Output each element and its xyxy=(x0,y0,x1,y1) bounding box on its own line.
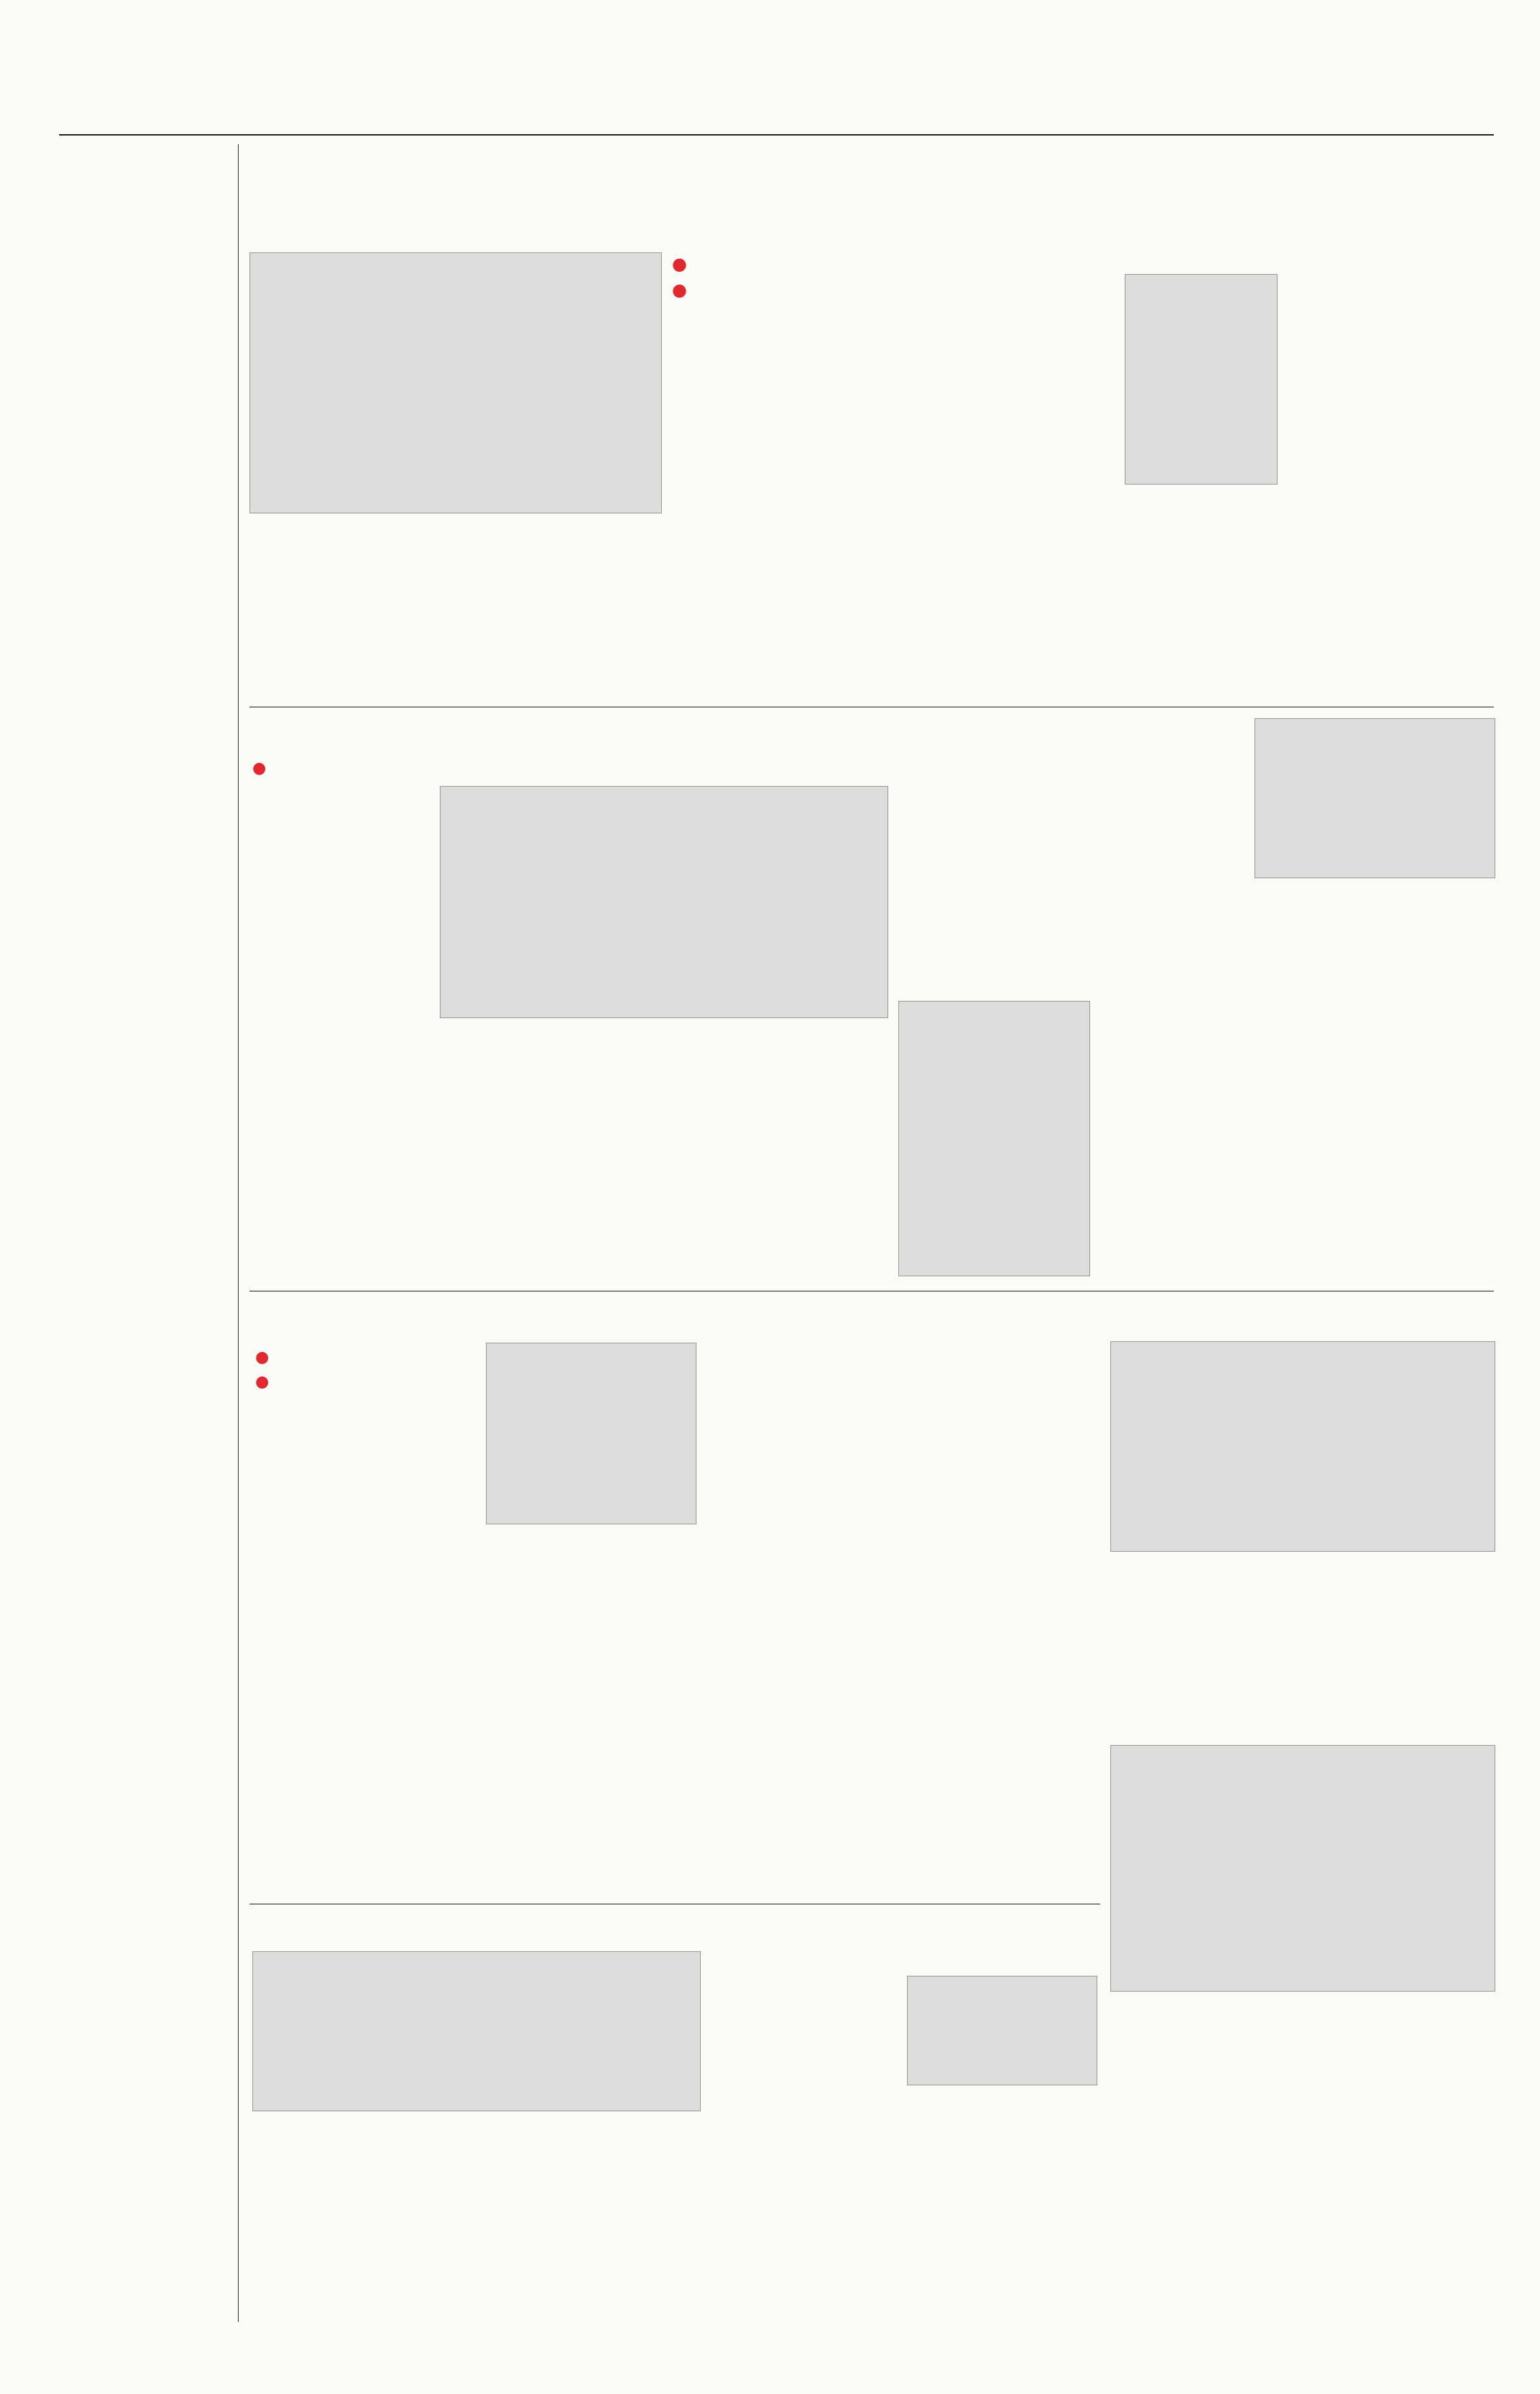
bhubharati-body-3 xyxy=(907,2162,1096,2351)
udyamam-body-1 xyxy=(901,231,1118,692)
vaidya-body-2 xyxy=(486,1612,695,1896)
jobmela-body xyxy=(61,192,231,603)
bhubharati-photo xyxy=(907,1976,1097,2085)
tablets-body-1 xyxy=(709,1364,897,1595)
sand-body-2 xyxy=(440,1048,656,1284)
godhuma-body xyxy=(1110,2019,1494,2106)
towels-body xyxy=(898,779,1244,988)
sand-photo xyxy=(440,786,888,1018)
aircraft-body-1 xyxy=(252,2136,469,2338)
vaidya-photo xyxy=(486,1343,696,1524)
csir-body xyxy=(61,699,231,1060)
vaidya-bullets: ● ● xyxy=(255,1348,270,1391)
desh-body-1 xyxy=(1099,963,1301,1273)
tablets-body-3 xyxy=(907,1364,1094,1595)
complaints-body xyxy=(61,2033,231,2394)
khader-photo xyxy=(1110,1341,1495,1552)
water-bullets: ● ● xyxy=(672,254,687,300)
header-rule xyxy=(59,134,1494,136)
tablets-body-4 xyxy=(709,1752,1094,1896)
water-body-1 xyxy=(249,548,451,692)
left-divider xyxy=(238,144,239,2322)
sand-sub: ● xyxy=(252,759,267,777)
aircraft-photo xyxy=(252,1951,701,2111)
aircraft-body-2 xyxy=(479,2136,699,2338)
water-photo xyxy=(249,252,662,513)
desh-body-2 xyxy=(1311,940,1494,1272)
udyamam-body-4 xyxy=(1288,277,1494,695)
udyamam-photo xyxy=(1125,274,1278,485)
udyamam-body-2 xyxy=(1125,505,1276,692)
vaidya-body-1 xyxy=(252,1471,476,1896)
dpr-body xyxy=(61,1188,231,1960)
sand-body-3 xyxy=(666,1048,887,1284)
tablets-body-2 xyxy=(709,1627,897,1721)
bhubharati-body-2 xyxy=(709,2244,897,2352)
bhubharati-body-1 xyxy=(709,1974,897,2217)
water-body-2 xyxy=(461,548,663,692)
godhuma-photo xyxy=(1110,1745,1495,1992)
desh-photo xyxy=(898,1001,1090,1276)
water-body-3 xyxy=(672,339,903,671)
towels-photo xyxy=(1254,718,1495,878)
khader-body xyxy=(1110,1576,1494,1684)
sand-body-1 xyxy=(252,808,433,1139)
